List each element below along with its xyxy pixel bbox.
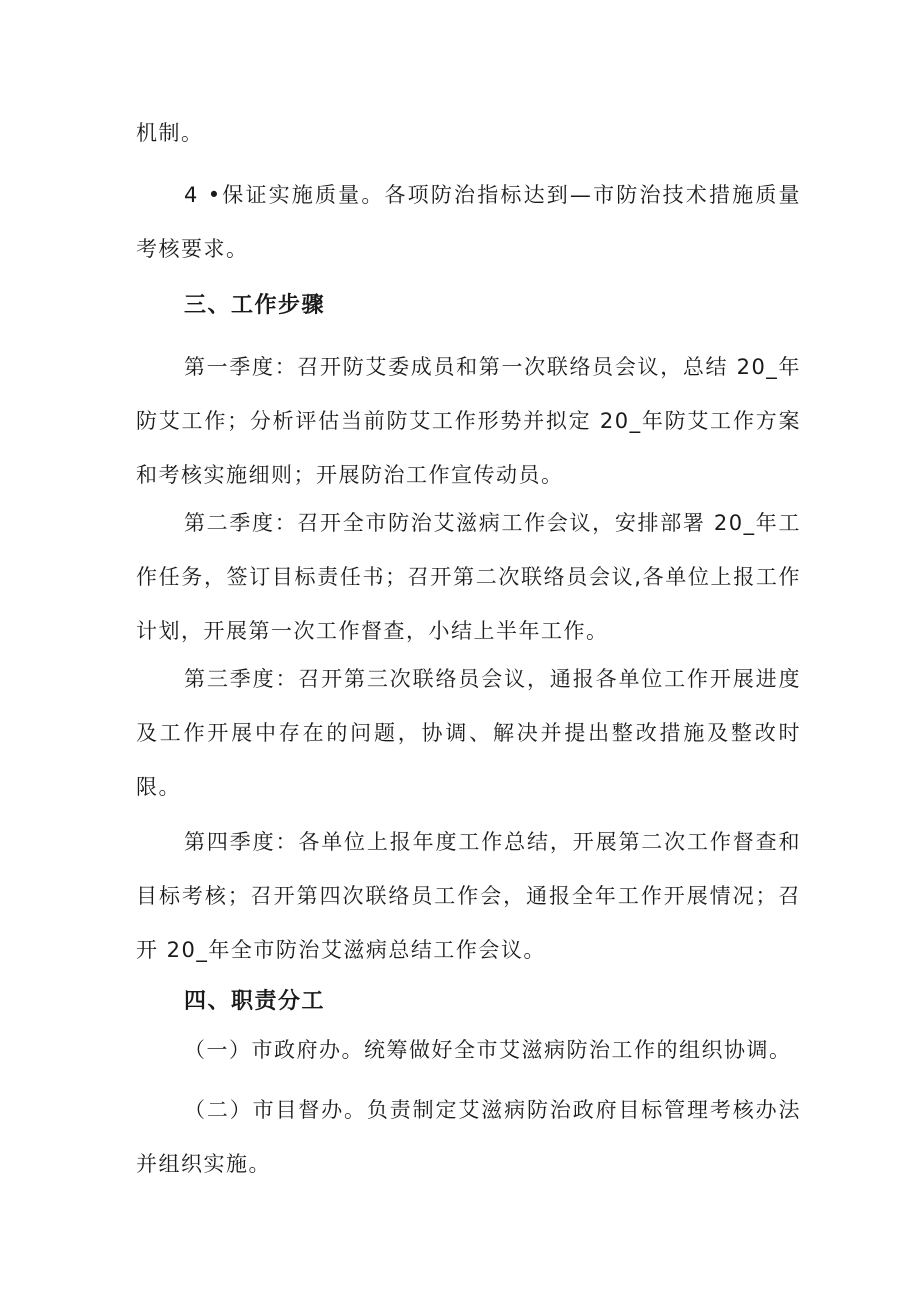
section-heading-responsibilities: 四、职责分工 — [184, 989, 326, 1014]
paragraph-city-government-office: （一）市政府办。统筹做好全市艾滋病防治工作的组织协调。 — [184, 1038, 792, 1062]
paragraph-first-quarter: 第一季度：召开防艾委成员和第一次联络员会议，总结 20_年防艾工作；分析评估当前防艾工作形势并拟定 20_年防艾工作方案和考核实施细则；开展防治工作宣传动员。 — [136, 355, 801, 487]
paragraph-fourth-quarter: 第四季度：各单位上报年度工作总结，开展第二次工作督查和目标考核；召开第四次联络员工作会，通报全年工作开展情况；召开 20_年全市防治艾滋病总结工作会议。 — [136, 830, 801, 962]
paragraph-second-quarter: 第二季度：召开全市防治艾滋病工作会议，安排部署 20_年工作任务，签订目标责任书；召开第二次联络员会议,各单位上报工作计划，开展第一次工作督查，小结上半年工作。 — [136, 511, 801, 643]
paragraph-quality-assurance: 4 •保证实施质量。各项防治指标达到—市防治技术措施质量考核要求。 — [136, 183, 801, 261]
paragraph-third-quarter: 第三季度：召开第三次联络员会议，通报各单位工作开展进度及工作开展中存在的问题，协调、解决并提出整改措施及整改时限。 — [136, 667, 801, 799]
section-heading-work-steps: 三、工作步骤 — [184, 293, 326, 318]
paragraph-supervision-office: （二）市目督办。负责制定艾滋病防治政府目标管理考核办法并组织实施。 — [136, 1098, 801, 1176]
paragraph-continuation: 机制。 — [136, 121, 204, 145]
